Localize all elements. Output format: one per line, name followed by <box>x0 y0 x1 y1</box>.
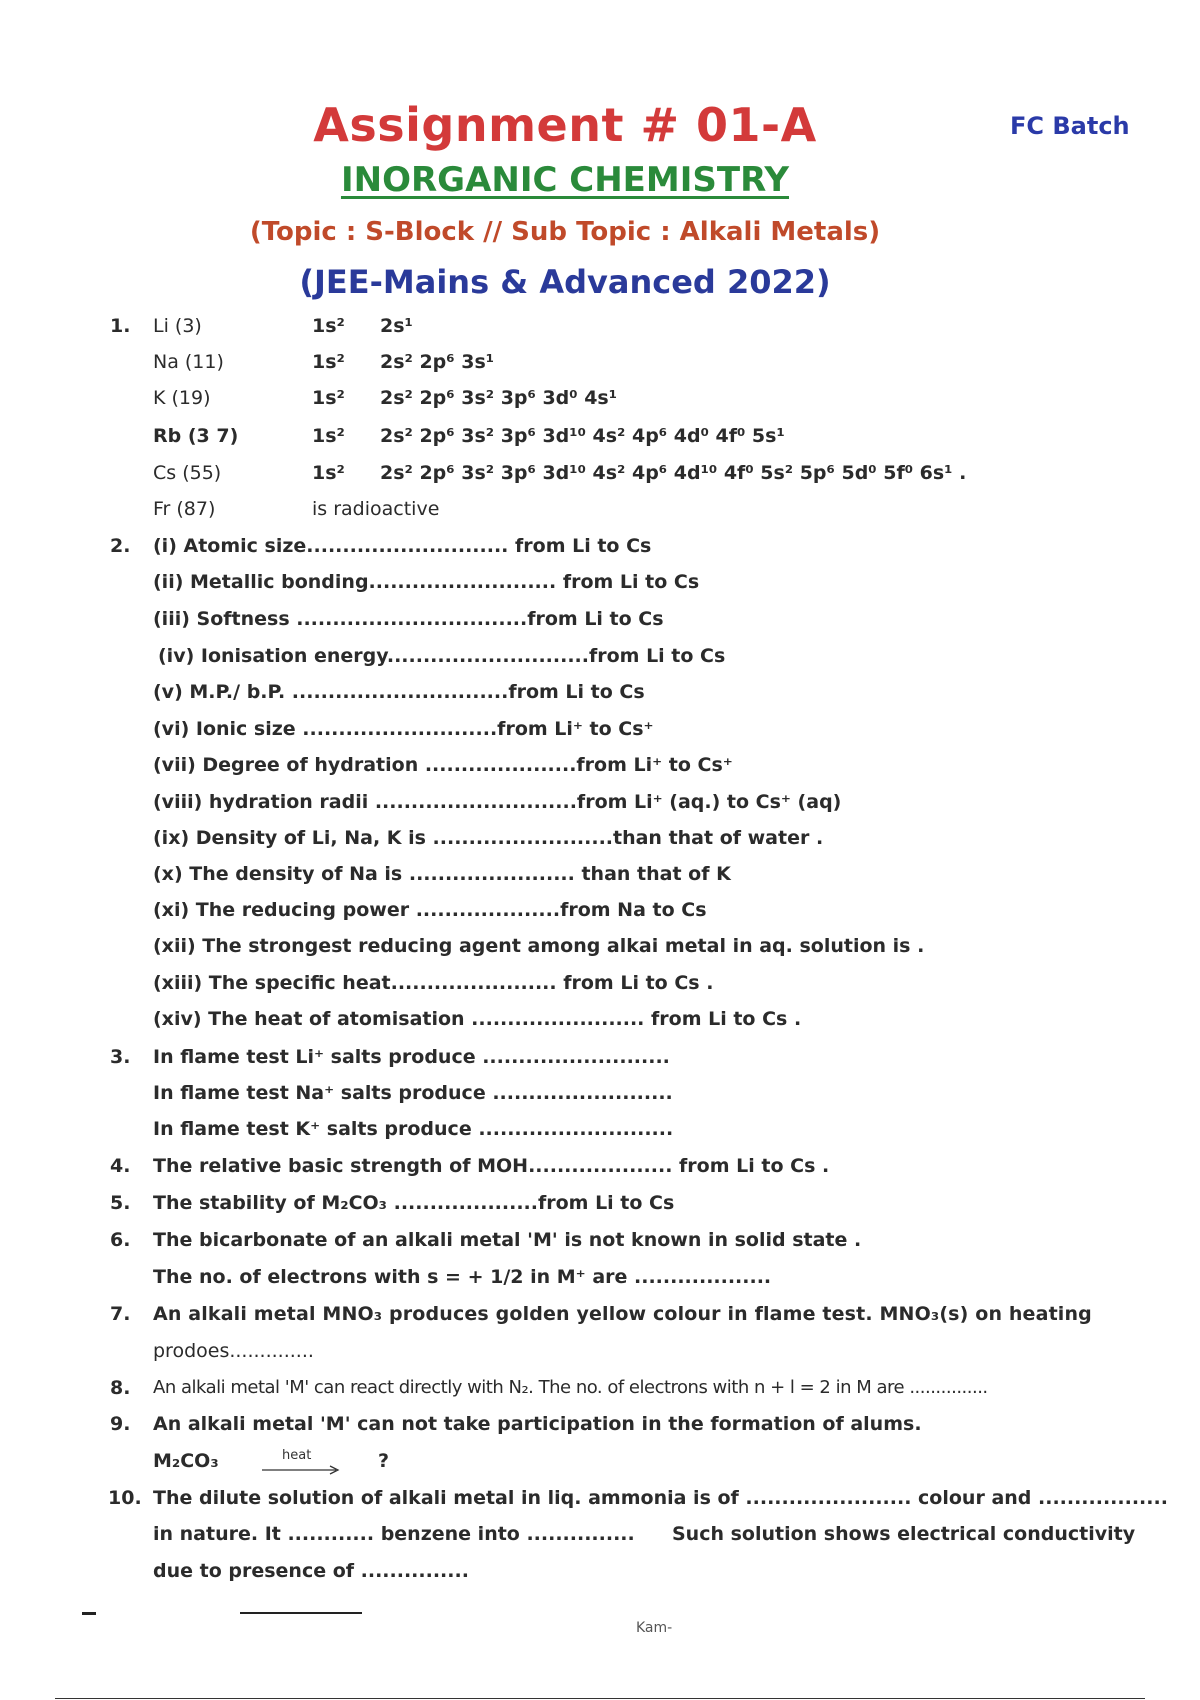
core-config: 1s² <box>312 462 345 484</box>
question-text: due to presence of ............... <box>153 1560 469 1582</box>
footer-line <box>240 1612 362 1614</box>
list-item: (viii) hydration radii ............................from Li⁺ (aq.) to Cs⁺ (aq) <box>153 791 842 813</box>
list-item: In flame test Na⁺ salts produce ......................... <box>153 1082 673 1104</box>
valence-config: 2s¹ <box>380 315 413 337</box>
subject-heading: INORGANIC CHEMISTRY <box>340 160 790 200</box>
question-text: Such solution shows electrical conductivity <box>672 1523 1136 1545</box>
question-text: The no. of electrons with s = + 1/2 in M⁺ are ................... <box>153 1266 772 1288</box>
list-item: (ix) Density of Li, Na, K is .........................than that of water . <box>153 827 824 849</box>
element-name: K (19) <box>153 387 211 409</box>
list-item: (xiv) The heat of atomisation ........................ from Li to Cs . <box>153 1008 802 1030</box>
element-name: Cs (55) <box>153 462 222 484</box>
exam-heading: (JEE-Mains & Advanced 2022) <box>299 263 831 301</box>
element-name: Rb (3 7) <box>153 425 239 447</box>
arrow-label: heat <box>282 1448 312 1463</box>
list-item: In flame test K⁺ salts produce ........................... <box>153 1118 674 1140</box>
question-number: 3. <box>110 1046 131 1068</box>
list-item: (iv) Ionisation energy............................from Li to Cs <box>158 645 726 667</box>
valence-config: 2s² 2p⁶ 3s² 3p⁶ 3d¹⁰ 4s² 4p⁶ 4d⁰ 4f⁰ 5s¹ <box>380 425 785 447</box>
list-item: (v) M.P./ b.P. ..............................from Li to Cs <box>153 681 645 703</box>
question-number: 10. <box>108 1487 142 1509</box>
question-text: An alkali metal MNO₃ produces golden yellow colour in flame test. MNO₃(s) on heating <box>153 1303 1092 1325</box>
question-text: prodoes.............. <box>153 1340 314 1362</box>
list-item: (xii) The strongest reducing agent among alkai metal in aq. solution is . <box>153 935 925 957</box>
footer-dash <box>82 1612 96 1615</box>
core-config: 1s² <box>312 315 345 337</box>
question-number: 5. <box>110 1192 131 1214</box>
list-item: (i) Atomic size............................ from Li to Cs <box>153 535 652 557</box>
valence-config: 2s² 2p⁶ 3s¹ <box>380 351 495 373</box>
element-name: Na (11) <box>153 351 224 373</box>
question-text: An alkali metal 'M' can react directly with N₂. The no. of electrons with n + l = 2 in M are ............... <box>153 1377 988 1398</box>
question-number: 9. <box>110 1413 131 1435</box>
question-text: An alkali metal 'M' can not take participation in the formation of alums. <box>153 1413 922 1435</box>
question-text: The dilute solution of alkali metal in liq. ammonia is of ....................... colour and .................. <box>153 1487 1168 1509</box>
question-text: in nature. It ............ benzene into ............... <box>153 1523 635 1545</box>
core-config: 1s² <box>312 387 345 409</box>
list-item: (vi) Ionic size ...........................from Li⁺ to Cs⁺ <box>153 718 654 740</box>
assignment-title: Assignment # 01-A <box>313 98 817 152</box>
list-item: (iii) Softness ................................from Li to Cs <box>153 608 664 630</box>
question-number: 7. <box>110 1303 131 1325</box>
list-item: (x) The density of Na is ....................... than that of K <box>153 863 731 885</box>
list-item: (vii) Degree of hydration .....................from Li⁺ to Cs⁺ <box>153 754 733 776</box>
question-text: The bicarbonate of an alkali metal 'M' is not known in solid state . <box>153 1229 862 1251</box>
question-text: The relative basic strength of MOH.................... from Li to Cs . <box>153 1155 830 1177</box>
reaction-product: ? <box>378 1450 390 1472</box>
list-item: In flame test Li⁺ salts produce .......................... <box>153 1046 670 1068</box>
core-config: 1s² <box>312 425 345 447</box>
footer-mark: Kam- <box>636 1620 673 1636</box>
question-number: 2. <box>110 535 131 557</box>
element-name: Fr (87) <box>153 498 216 520</box>
list-item: (ii) Metallic bonding.......................... from Li to Cs <box>153 571 700 593</box>
bottom-rule <box>55 1698 1145 1699</box>
topic-heading: (Topic : S-Block // Sub Topic : Alkali Metals) <box>249 217 881 247</box>
right-arrow-icon <box>262 1464 342 1476</box>
core-config: is radioactive <box>312 498 440 520</box>
valence-config: 2s² 2p⁶ 3s² 3p⁶ 3d⁰ 4s¹ <box>380 387 618 409</box>
question-number: 1. <box>110 315 131 337</box>
list-item: (xiii) The specific heat....................... from Li to Cs . <box>153 972 714 994</box>
core-config: 1s² <box>312 351 345 373</box>
element-name: Li (3) <box>153 315 202 337</box>
reaction-reactant: M₂CO₃ <box>153 1450 219 1472</box>
question-number: 4. <box>110 1155 131 1177</box>
valence-config: 2s² 2p⁶ 3s² 3p⁶ 3d¹⁰ 4s² 4p⁶ 4d¹⁰ 4f⁰ 5s² 5p⁶ 5d⁰ 5f⁰ 6s¹ . <box>380 462 967 484</box>
reaction-arrow <box>262 1448 346 1478</box>
list-item: (xi) The reducing power ....................from Na to Cs <box>153 899 707 921</box>
question-number: 8. <box>110 1377 131 1399</box>
batch-label: FC Batch <box>1010 112 1130 140</box>
question-text: The stability of M₂CO₃ ....................from Li to Cs <box>153 1192 675 1214</box>
question-number: 6. <box>110 1229 131 1251</box>
